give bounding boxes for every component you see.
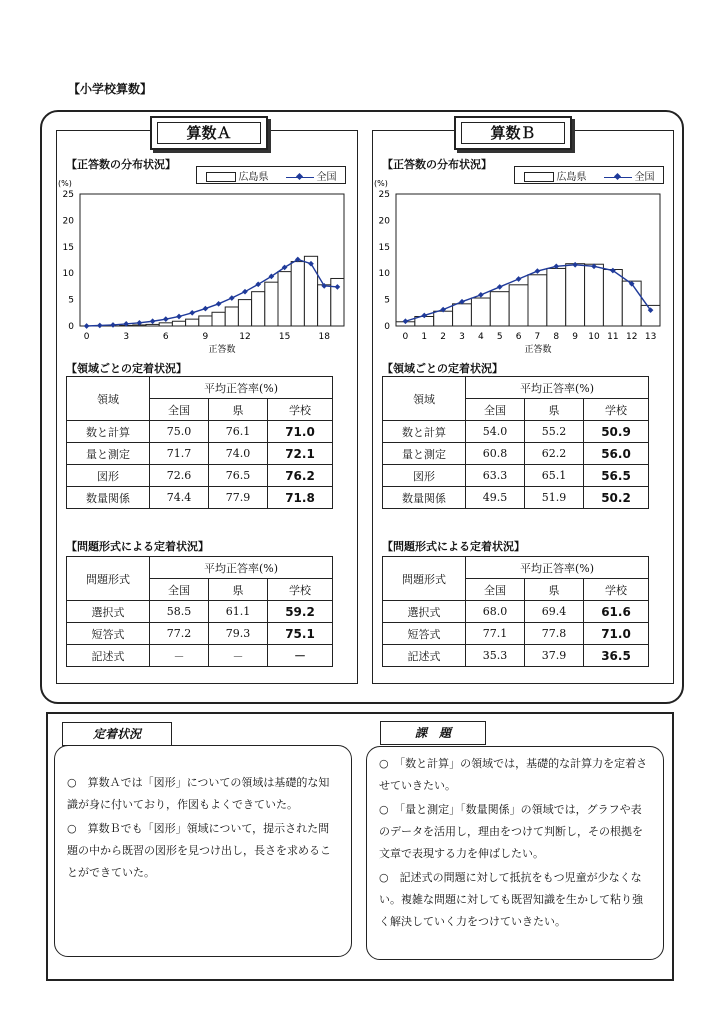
panel-b-domain-table: 領域 平均正答率(%) 全国 県 学校 数と計算 54.0 55.2 50.9 量と測定 60.8 62.2 56.0 図形 63.3 65.1 56.5 数量関係 49.5 51.9 50.2 <box>382 376 649 509</box>
issues-item: ○ 「量と測定」「数量関係」の領域では，グラフや表のデータを活用し，理由をつけて判断し，その根拠を文章で表現する力を伸ばしたい。 <box>379 803 643 860</box>
bar <box>566 264 585 326</box>
x-axis-label: 正答数 <box>524 345 552 355</box>
bar <box>318 285 331 326</box>
bar <box>159 323 172 326</box>
x-tick-label: 10 <box>588 332 600 342</box>
panel-a-distribution-chart <box>56 176 356 366</box>
bar <box>585 264 604 326</box>
bar <box>304 256 317 326</box>
bar <box>453 304 472 326</box>
status-note <box>54 745 352 957</box>
x-tick-label: 6 <box>515 332 522 342</box>
bar <box>225 307 238 326</box>
x-tick-label: 12 <box>239 332 251 342</box>
table-row: 図形 72.6 76.5 76.2 <box>67 465 333 487</box>
bar <box>528 275 547 326</box>
x-tick-label: 3 <box>459 332 465 342</box>
y-tick-label: 10 <box>378 269 390 280</box>
panel-a-format-title: 【問題形式による定着状況】 <box>66 540 209 553</box>
panel-a-dist-title: 【正答数の分布状況】 <box>66 158 176 171</box>
x-tick-label: 11 <box>607 332 619 342</box>
panel-a-legend: 広島県 全国 <box>196 166 346 184</box>
bar <box>238 300 251 326</box>
y-tick-label: 25 <box>378 190 390 200</box>
issues-note <box>366 746 664 960</box>
table-row: 量と測定 71.7 74.0 72.1 <box>67 443 333 465</box>
bar <box>265 282 278 326</box>
bar <box>603 270 622 326</box>
y-tick-label: 15 <box>62 242 74 253</box>
y-tick-label: 5 <box>68 295 74 306</box>
y-tick-label: 0 <box>384 322 390 332</box>
y-tick-label: 15 <box>378 242 390 253</box>
bar <box>278 272 291 326</box>
bar <box>172 321 185 326</box>
panel-b-format-table: 問題形式 平均正答率(%) 全国 県 学校 選択式 68.0 69.4 61.6 短答式 77.1 77.8 71.0 記述式 35.3 37.9 36.5 <box>382 556 649 667</box>
panel-b-title: 算数Ｂ <box>454 116 572 150</box>
bar <box>199 316 212 326</box>
panel-b-format-title: 【問題形式による定着状況】 <box>382 540 525 553</box>
y-tick-label: 20 <box>62 216 74 227</box>
x-tick-label: 18 <box>318 332 330 342</box>
bar <box>186 319 199 326</box>
table-row: 量と測定 60.8 62.2 56.0 <box>383 443 649 465</box>
y-unit-label: (%) <box>374 179 388 188</box>
panel-b-legend: 広島県 全国 <box>514 166 664 184</box>
page-header: 【小学校算数】 <box>68 82 153 96</box>
x-tick-label: 9 <box>202 332 209 342</box>
issues-item: ○ 記述式の問題に対して抵抗をもつ児童が少なくない。複雑な問題に対しても既習知識を生かして粘り強く解決していく力をつけていきたい。 <box>379 871 643 928</box>
status-tag: 定着状況 <box>62 722 172 746</box>
issues-item: ○ 「数と計算」の領域では，基礎的な計算力を定着させていきたい。 <box>379 757 648 792</box>
y-unit-label: (%) <box>58 179 72 188</box>
panel-b-domain-title: 【領域ごとの定着状況】 <box>382 362 503 375</box>
x-tick-label: 9 <box>572 332 579 342</box>
status-item: ○ 算数Ｂでも「図形」領域について，提示された問題の中から既習の図形を見つけ出し，長さを求めることができていた。 <box>67 822 331 879</box>
x-tick-label: 1 <box>421 332 428 342</box>
table-row: 数と計算 75.0 76.1 71.0 <box>67 421 333 443</box>
x-tick-label: 2 <box>440 332 447 342</box>
bar <box>146 324 159 326</box>
table-row: 選択式 58.5 61.1 59.2 <box>67 601 333 623</box>
x-tick-label: 7 <box>534 332 541 342</box>
bar <box>622 281 641 326</box>
table-row: 選択式 68.0 69.4 61.6 <box>383 601 649 623</box>
x-tick-label: 0 <box>83 332 90 342</box>
x-tick-label: 8 <box>553 332 560 342</box>
table-row: 短答式 77.1 77.8 71.0 <box>383 623 649 645</box>
bar <box>547 268 566 326</box>
panel-a-domain-table: 領域 平均正答率(%) 全国 県 学校 数と計算 75.0 76.1 71.0 量と測定 71.7 74.0 72.1 図形 72.6 76.5 76.2 数量関係 74.4 77.9 71.8 <box>66 376 333 509</box>
x-tick-label: 15 <box>278 332 291 342</box>
y-tick-label: 20 <box>378 216 390 227</box>
status-item: ○ 算数Ａでは「図形」についての領域は基礎的な知識が身に付いており，作図もよくできていた。 <box>67 776 330 811</box>
bar <box>509 285 528 326</box>
y-tick-label: 25 <box>62 190 74 200</box>
x-tick-label: 3 <box>123 332 130 342</box>
panel-a-title: 算数Ａ <box>150 116 268 150</box>
x-axis-label: 正答数 <box>208 345 236 355</box>
table-row: 図形 63.3 65.1 56.5 <box>383 465 649 487</box>
bar <box>212 312 225 326</box>
issues-tag: 課 題 <box>380 721 486 745</box>
table-row: 数と計算 54.0 55.2 50.9 <box>383 421 649 443</box>
bar <box>471 298 490 326</box>
table-row: 記述式 － － － <box>67 645 333 667</box>
table-row: 数量関係 74.4 77.9 71.8 <box>67 487 333 509</box>
panel-b-dist-title: 【正答数の分布状況】 <box>382 158 492 171</box>
y-tick-label: 5 <box>384 295 390 306</box>
panel-b-distribution-chart <box>372 176 672 366</box>
panel-a-domain-title: 【領域ごとの定着状況】 <box>66 362 187 375</box>
x-tick-label: 0 <box>402 332 409 342</box>
table-row: 短答式 77.2 79.3 75.1 <box>67 623 333 645</box>
x-tick-label: 12 <box>625 332 638 342</box>
bar <box>252 292 265 326</box>
x-tick-label: 13 <box>644 332 657 342</box>
bar <box>291 262 304 326</box>
table-row: 数量関係 49.5 51.9 50.2 <box>383 487 649 509</box>
bar <box>434 311 453 326</box>
x-tick-label: 4 <box>477 332 484 342</box>
x-tick-label: 5 <box>496 332 503 342</box>
bar <box>490 292 509 326</box>
x-tick-label: 6 <box>162 332 169 342</box>
table-row: 記述式 35.3 37.9 36.5 <box>383 645 649 667</box>
panel-a-format-table: 問題形式 平均正答率(%) 全国 県 学校 選択式 58.5 61.1 59.2 短答式 77.2 79.3 75.1 記述式 － － － <box>66 556 333 667</box>
y-tick-label: 0 <box>68 322 74 332</box>
y-tick-label: 10 <box>62 269 74 280</box>
